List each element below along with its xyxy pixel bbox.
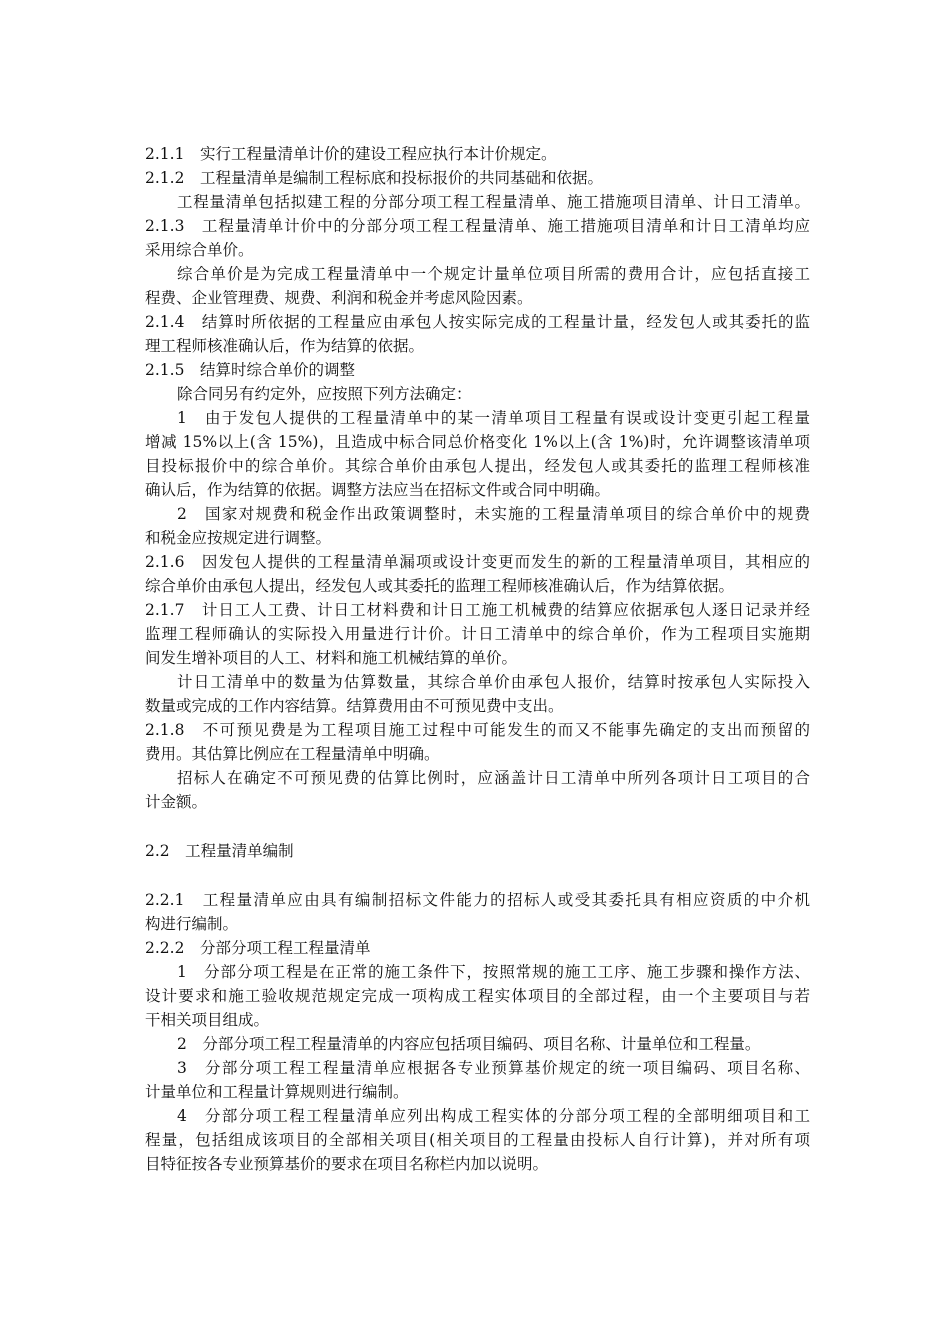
paragraph-line: 计量单位和工程量计算规则进行编制。	[145, 1083, 409, 1101]
paragraph-line: 干相关项目组成。	[145, 1011, 270, 1029]
paragraph-line: 构进行编制。	[145, 915, 239, 933]
paragraph-line: 数量或完成的工作内容结算。结算费用由不可预见费中支出。	[145, 697, 564, 715]
paragraph-line: 计金额。	[145, 793, 208, 811]
paragraph-line: 间发生增补项目的人工、材料和施工机械结算的单价。	[145, 649, 518, 667]
paragraph-line: 和税金应按规定进行调整。	[145, 529, 332, 547]
paragraph-line: 除合同另有约定外，应按照下列方法确定：	[177, 385, 472, 403]
paragraph-line: 招标人在确定不可预见费的估算比例时，应涵盖计日工清单中所列各项计日工项目的合	[177, 769, 810, 787]
paragraph-line: 综合单价是为完成工程量清单中一个规定计量单位项目所需的费用合计，应包括直接工	[177, 265, 810, 283]
paragraph-line: 综合单价由承包人提出，经发包人或其委托的监理工程师核准确认后，作为结算依据。	[145, 577, 735, 595]
clause-2-1-1: 2.1.1 实行工程量清单计价的建设工程应执行本计价规定。	[145, 145, 557, 163]
paragraph-line: 增减 15%以上(含 15%)，且造成中标合同总价格变化 1%以上(含 1%)时，允许调整该清单项	[145, 433, 810, 451]
paragraph-line: 费用。其估算比例应在工程量清单中明确。	[145, 745, 440, 763]
paragraph-line: 确认后，作为结算的依据。调整方法应当在招标文件或合同中明确。	[145, 481, 611, 499]
list-item-2: 2 国家对规费和税金作出政策调整时，未实施的工程量清单项目的综合单价中的规费	[177, 505, 810, 523]
list-item-4: 4 分部分项工程工程量清单应列出构成工程实体的分部分项工程的全部明细项目和工	[177, 1107, 810, 1125]
list-item-2: 2 分部分项工程工程量清单的内容应包括项目编码、项目名称、计量单位和工程量。	[177, 1035, 761, 1053]
paragraph-line: 理工程师核准确认后，作为结算的依据。	[145, 337, 425, 355]
clause-2-1-8: 2.1.8 不可预见费是为工程项目施工过程中可能发生的而又不能事先确定的支出而预留的	[145, 721, 810, 739]
paragraph-line: 程量，包括组成该项目的全部相关项目(相关项目的工程量由投标人自行计算)，并对所有项	[145, 1131, 810, 1149]
clause-2-1-2: 2.1.2 工程量清单是编制工程标底和投标报价的共同基础和依据。	[145, 169, 603, 187]
section-heading-2-2: 2.2 工程量清单编制	[145, 842, 294, 860]
paragraph-line: 程费、企业管理费、规费、利润和税金并考虑风险因素。	[145, 289, 533, 307]
clause-2-2-2: 2.2.2 分部分项工程工程量清单	[145, 939, 371, 957]
list-item-1: 1 由于发包人提供的工程量清单中的某一清单项目工程量有误或设计变更引起工程量	[177, 409, 810, 427]
clause-2-2-1: 2.2.1 工程量清单应由具有编制招标文件能力的招标人或受其委托具有相应资质的中介机	[145, 891, 810, 909]
clause-2-1-7: 2.1.7 计日工人工费、计日工材料费和计日工施工机械费的结算应依据承包人逐日记录并经	[145, 601, 810, 619]
clause-2-1-6: 2.1.6 因发包人提供的工程量清单漏项或设计变更而发生的新的工程量清单项目，其相应的	[145, 553, 810, 571]
clause-2-1-3: 2.1.3 工程量清单计价中的分部分项工程工程量清单、施工措施项目清单和计日工清单均应	[145, 217, 810, 235]
list-item-1: 1 分部分项工程是在正常的施工条件下，按照常规的施工工序、施工步骤和操作方法、	[177, 963, 810, 981]
clause-2-1-4: 2.1.4 结算时所依据的工程量应由承包人按实际完成的工程量计量，经发包人或其委托的监	[145, 313, 810, 331]
paragraph-line: 目投标报价中的综合单价。其综合单价由承包人提出，经发包人或其委托的监理工程师核准	[145, 457, 810, 475]
paragraph-line: 工程量清单包括拟建工程的分部分项工程工程量清单、施工措施项目清单、计日工清单。	[177, 193, 810, 211]
paragraph-line: 目特征按各专业预算基价的要求在项目名称栏内加以说明。	[145, 1155, 549, 1173]
paragraph-line: 计日工清单中的数量为估算数量，其综合单价由承包人报价，结算时按承包人实际投入	[177, 673, 810, 691]
paragraph-line: 采用综合单价。	[145, 241, 254, 259]
list-item-3: 3 分部分项工程工程量清单应根据各专业预算基价规定的统一项目编码、项目名称、	[177, 1059, 810, 1077]
clause-2-1-5: 2.1.5 结算时综合单价的调整	[145, 361, 355, 379]
paragraph-line: 设计要求和施工验收规范规定完成一项构成工程实体项目的全部过程，由一个主要项目与若	[145, 987, 810, 1005]
paragraph-line: 监理工程师确认的实际投入用量进行计价。计日工清单中的综合单价，作为工程项目实施期	[145, 625, 810, 643]
